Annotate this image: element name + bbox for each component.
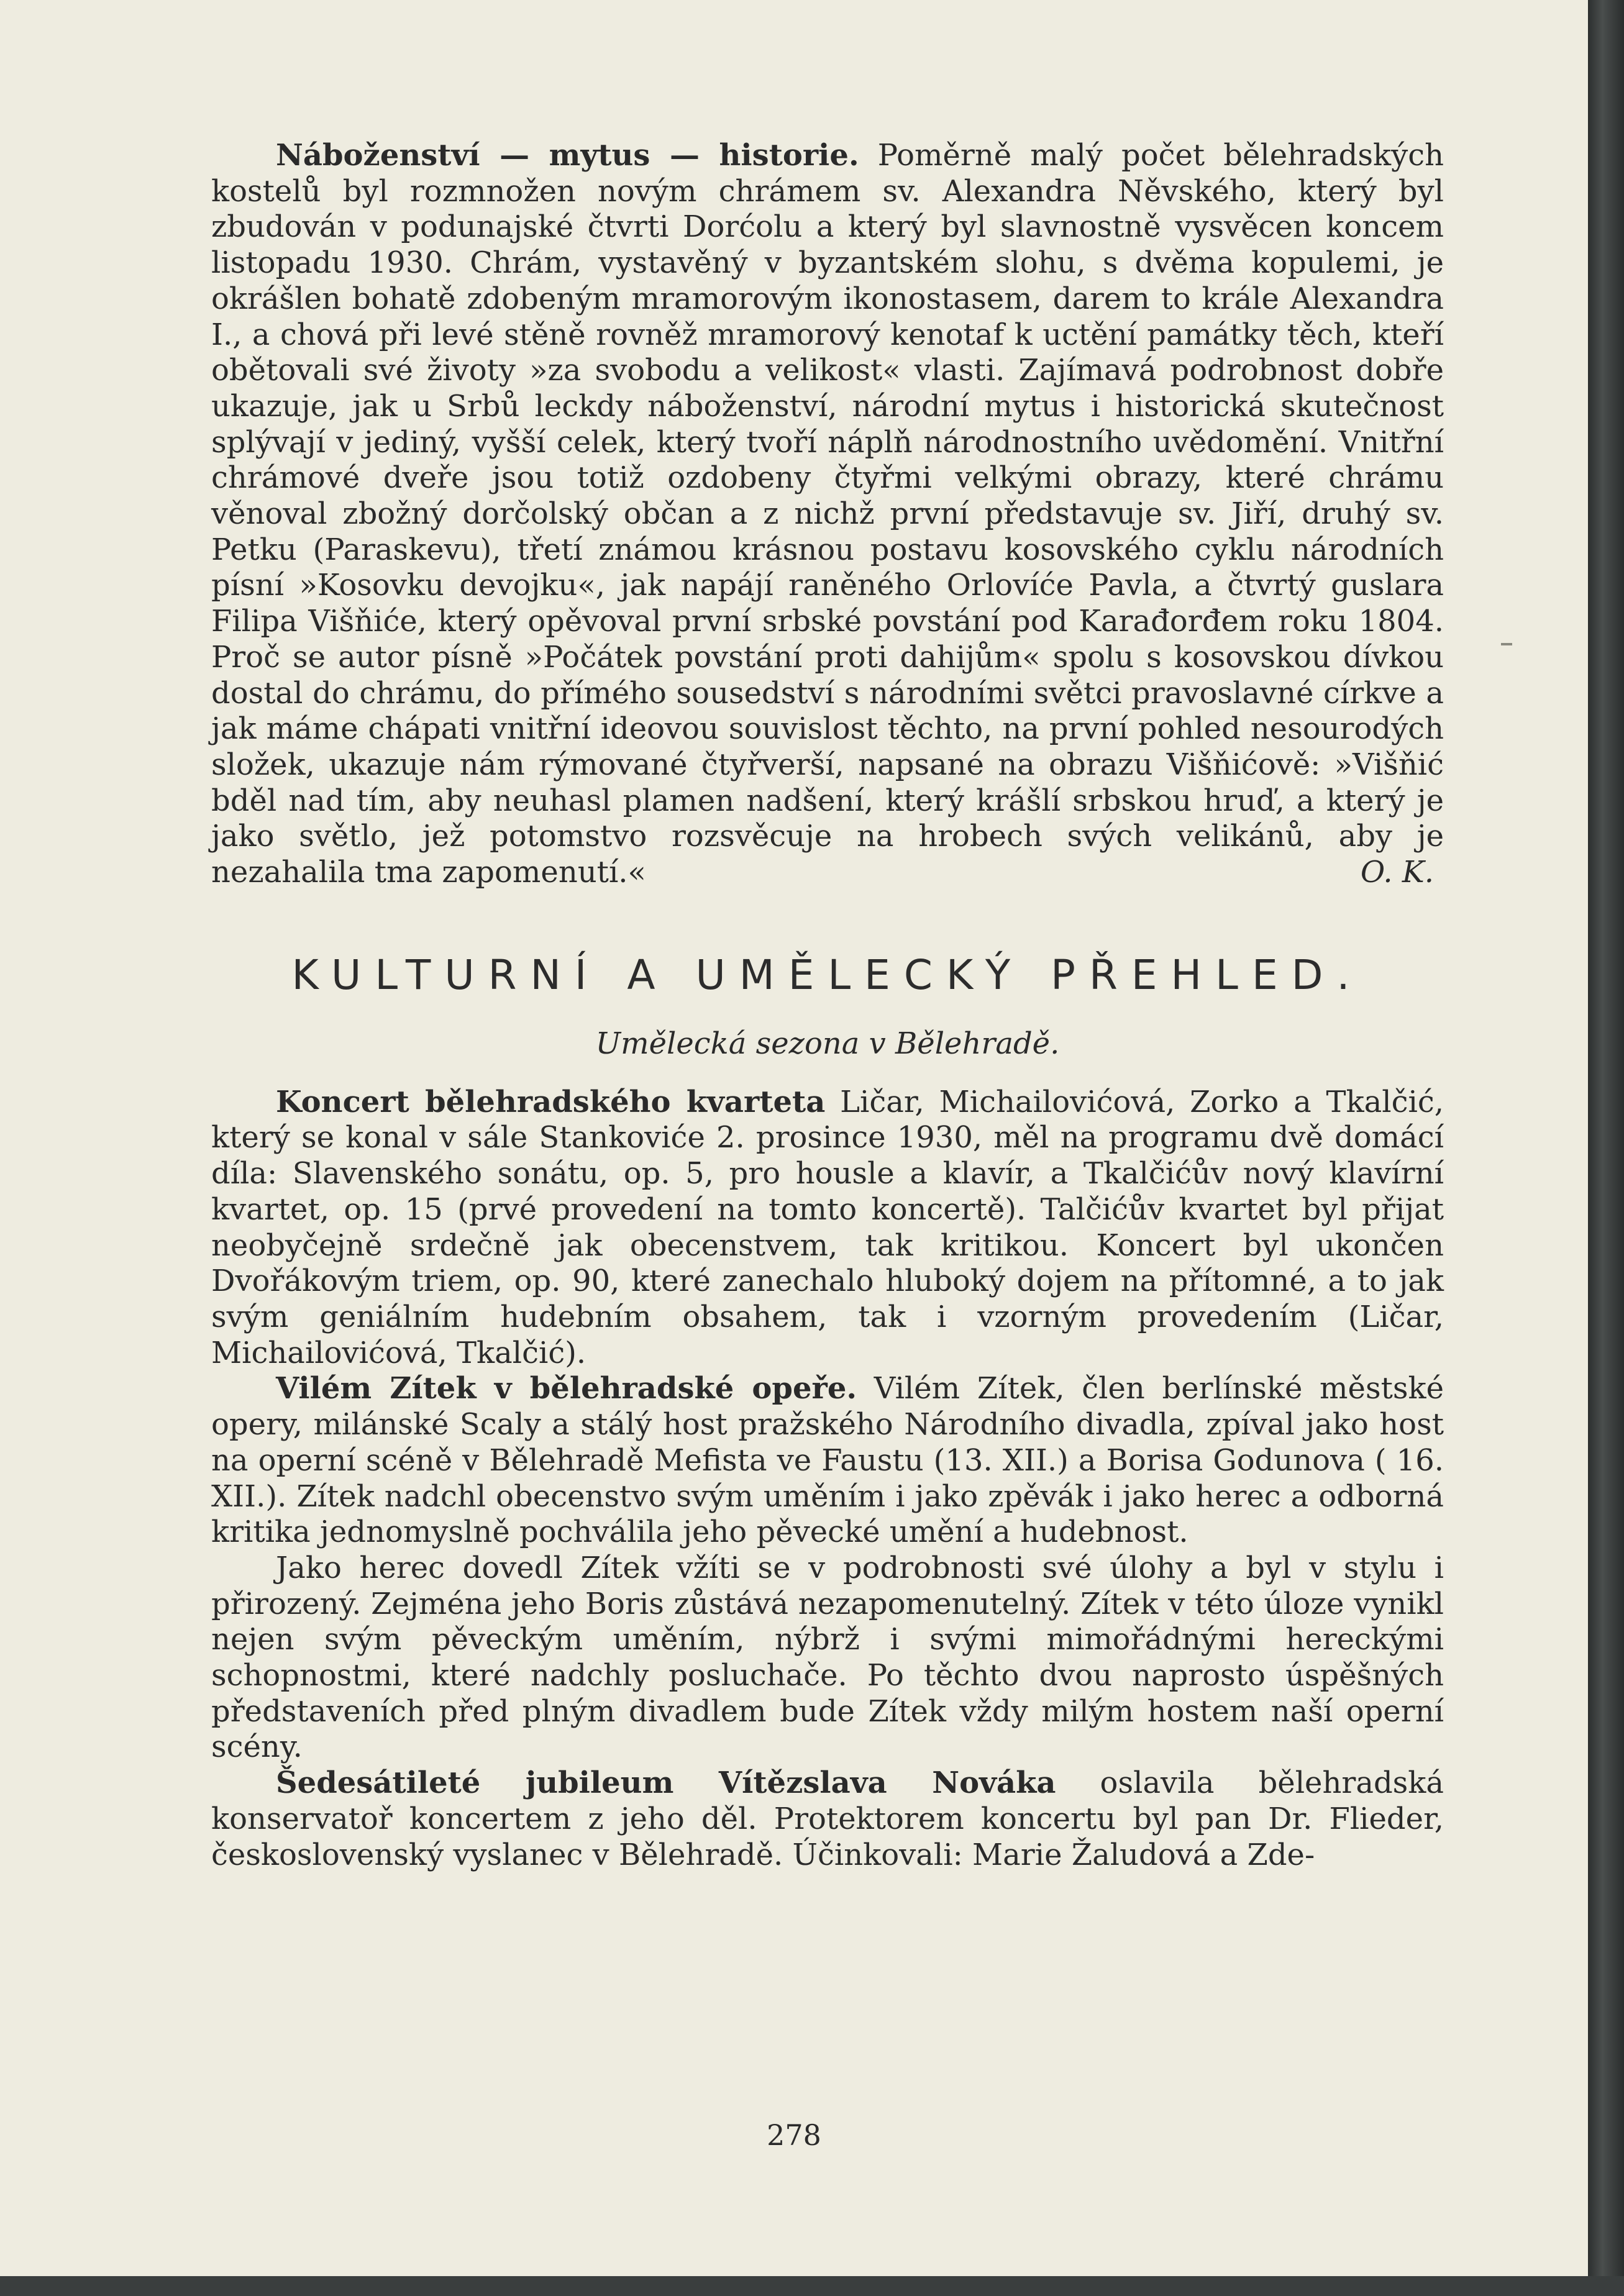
paragraph-quartet-concert bbox=[211, 1085, 1444, 1372]
book-spine bbox=[1588, 0, 1624, 2296]
section-title: KULTURNÍ A UMĚLECKÝ PŘEHLED. bbox=[291, 950, 1364, 999]
paragraph-religion-myth-history bbox=[211, 138, 1444, 891]
paragraph-text: Ličar, Michailovićová, Zorko a Tkalčić, který se konal v sále Stankoviće 2. prosince 1930, měl na programu dvě domácí díla: Slavenského sonátu, op. 5, pro housle a klavír, a Tkalčićův nový klavírní kvartet, op. 15 (prvé provedení na tomto koncertě). Talčićův kvartet byl přijat neobyčejně srdečně jak obecenstvem, tak kritikou. Koncert byl ukončen Dvořákovým triem, op. 90, které zanechalo hluboký dojem na přítomné, a to jak svým geniálním hudebním obsahem, tak i vzorným provedením (Ličar, Michailovićová, Tkalčić). bbox=[211, 1084, 1444, 1370]
page-body bbox=[211, 138, 1444, 1873]
paragraph-text: oslavila bělehradská konservatoř koncertem z jeho děl. Protektorem koncertu byl pan Dr. Flieder, československý vyslanec v Bělehradě. Účinkovali: Marie Žaludová a Zde- bbox=[211, 1765, 1444, 1872]
paragraph-text: Vilém Zítek, člen berlínské městské opery, milánské Scaly a stálý host pražského Národního divadla, zpíval jako host na operní scéně v Bělehradě Mefista ve Faustu (13. XII.) a Borisa Godunova ( 16. XII.). Zítek nadchl obecenstvo svým uměním i jako zpěvák i jako herec a odborná kritika jednomyslně pochválila jeho pěvecké umění a hudebnost. bbox=[211, 1371, 1444, 1550]
paragraph-lead: Koncert bělehradského kvarteta bbox=[276, 1084, 826, 1119]
paragraph-lead: Vilém Zítek v bělehradské opeře. bbox=[276, 1371, 857, 1406]
page-number: 278 bbox=[767, 2118, 821, 2152]
paragraph-lead: Náboženství — mytus — historie. bbox=[276, 138, 859, 173]
paragraph-text: Poměrně malý počet bělehradských kostelů byl rozmnožen novým chrámem sv. Alexandra Něvského, který byl zbudován v podunajské čtvrti Dorćolu a který byl slavnostně vysvěcen koncem listopadu 1930. Chrám, vystavěný v byzantském slohu, s dvěma kopulemi, je okrášlen bohatě zdobeným mramorovým ikonostasem, darem to krále Alexandra I., a chová při levé stěně rovněž mramorový kenotaf k uctění památky těch, kteří obětovali své životy »za svobodu a velikost« vlasti. Zajímavá podrobnost dobře ukazuje, jak u Srbů leckdy náboženství, národní mytus i historická skutečnost splývají v jediný, vyšší celek, který tvoří náplň národnostního uvědomění. Vnitřní chrámové dveře jsou totiž ozdobeny čtyřmi velkými obrazy, které chrámu věnoval zbožný dorčolský občan a z nichž první představuje sv. Jiří, druhý sv. Petku (Paraskevu), třetí známou krásnou postavu kosovského cyklu národních písní »Kosovku devojku«, jak napájí raněného Orlovíće Pavla, a čtvrtý guslara Filipa Višňiće, který opěvoval první srbské povstání pod Karađorđem roku 1804. Proč se autor písně »Počátek povstání proti dahijům« spolu s kosovskou dívkou dostal do chrámu, do přímého sousedství s národními světci pravoslavné církve a jak máme chápati vnitřní ideovou souvislost těchto, na první pohled nesourodých složek, ukazuje nám rýmované čtyřverší, napsané na obrazu Višňićově: »Višňić bděl nad tím, aby neuhasl plamen nadšení, který krášlí srbskou hruď, a který je jako světlo, jež potomstvo rozsvěcuje na hrobech svých velikánů, aby je nezahalila tma zapomenutí.« bbox=[211, 138, 1444, 890]
paragraph-novak-jubilee bbox=[211, 1765, 1444, 1873]
author-signature: O. K. bbox=[1360, 855, 1434, 890]
margin-mark bbox=[1501, 643, 1512, 645]
scan-bottom-edge bbox=[0, 2276, 1624, 2296]
paragraph-lead: Šedesátileté jubileum Vítězslava Nováka bbox=[276, 1765, 1056, 1801]
section-subtitle: Umělecká sezona v Bělehradě. bbox=[595, 1026, 1060, 1061]
paragraph-zitek-actor: Jako herec dovedl Zítek vžíti se v podrobnosti své úlohy a byl v stylu i přirozený. Zejména jeho Boris zůstává nezapomenutelný. Zítek v této úloze vynikl nejen svým pěveckým uměním, nýbrž i svými mimořádnými hereckými schopnostmi, které nadchly posluchače. Po těchto dvou naprosto úspěšných představeních před plným divadlem bude Zítek vždy milým hostem naší operní scény. bbox=[211, 1550, 1444, 1765]
paragraph-zitek-opera bbox=[211, 1371, 1444, 1551]
